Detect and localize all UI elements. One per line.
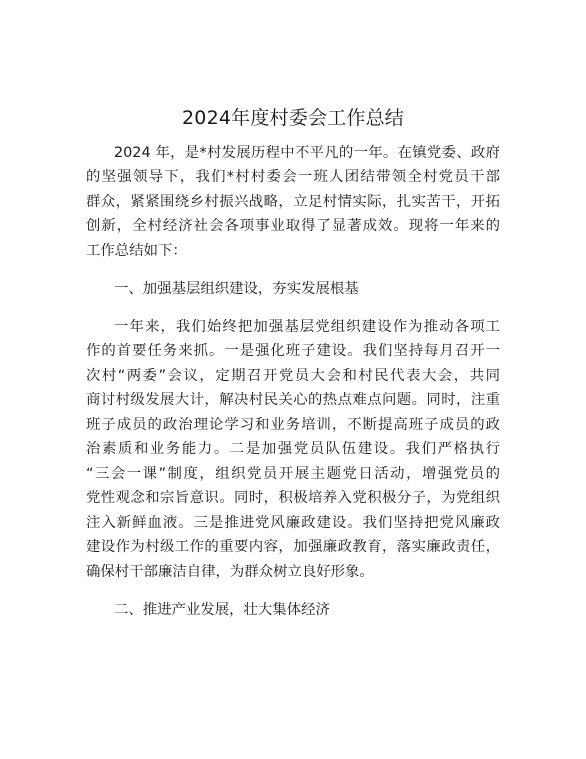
body-line: 次村“两委”会议，定期召开党员大会和村民代表大会，共同 [86,368,500,384]
body-line: “三会一课”制度，组织党员开展主题党日活动，增强党员的 [86,466,500,482]
body-line: 群众，紧紧围绕乡村振兴战略，立足村情实际，扎实苦干，开拓 [86,194,500,210]
body-line: 创新，全村经济社会各项事业取得了显著成效。现将一年来的 [86,218,500,234]
body-line: 一年来，我们始终把加强基层党组织建设作为推动各项工 [114,319,500,335]
body-line: 确保村干部廉洁自律，为群众树立良好形象。 [86,564,374,580]
section-heading: 一、加强基层组织建设，夯实发展根基 [114,281,359,297]
body-line: 作的首要任务来抓。一是强化班子建设。我们坚持每月召开一 [86,343,500,359]
body-line: 建设作为村级工作的重要内容，加强廉政教育，落实廉政责任， [86,539,500,555]
section-heading: 二、推进产业发展，壮大集体经济 [114,602,330,618]
body-line: 2024 年，是*村发展历程中不平凡的一年。在镇党委、政府 [114,145,500,161]
body-line: 工作总结如下： [86,243,187,259]
body-line: 商讨村级发展大计，解决村民关心的热点难点问题。同时，注重 [86,392,500,408]
body-line: 的坚强领导下，我们*村村委会一班人团结带领全村党员干部 [86,169,500,185]
body-line: 班子成员的政治理论学习和业务培训，不断提高班子成员的政 [86,417,500,433]
body-line: 治素质和业务能力。二是加强党员队伍建设。我们严格执行 [86,441,500,457]
body-line: 党性观念和宗旨意识。同时，积极培养入党积极分子，为党组织 [86,490,500,506]
body-line: 注入新鲜血液。三是推进党风廉政建设。我们坚持把党风廉政 [86,515,500,531]
document-title: 2024年度村委会工作总结 [182,107,404,129]
